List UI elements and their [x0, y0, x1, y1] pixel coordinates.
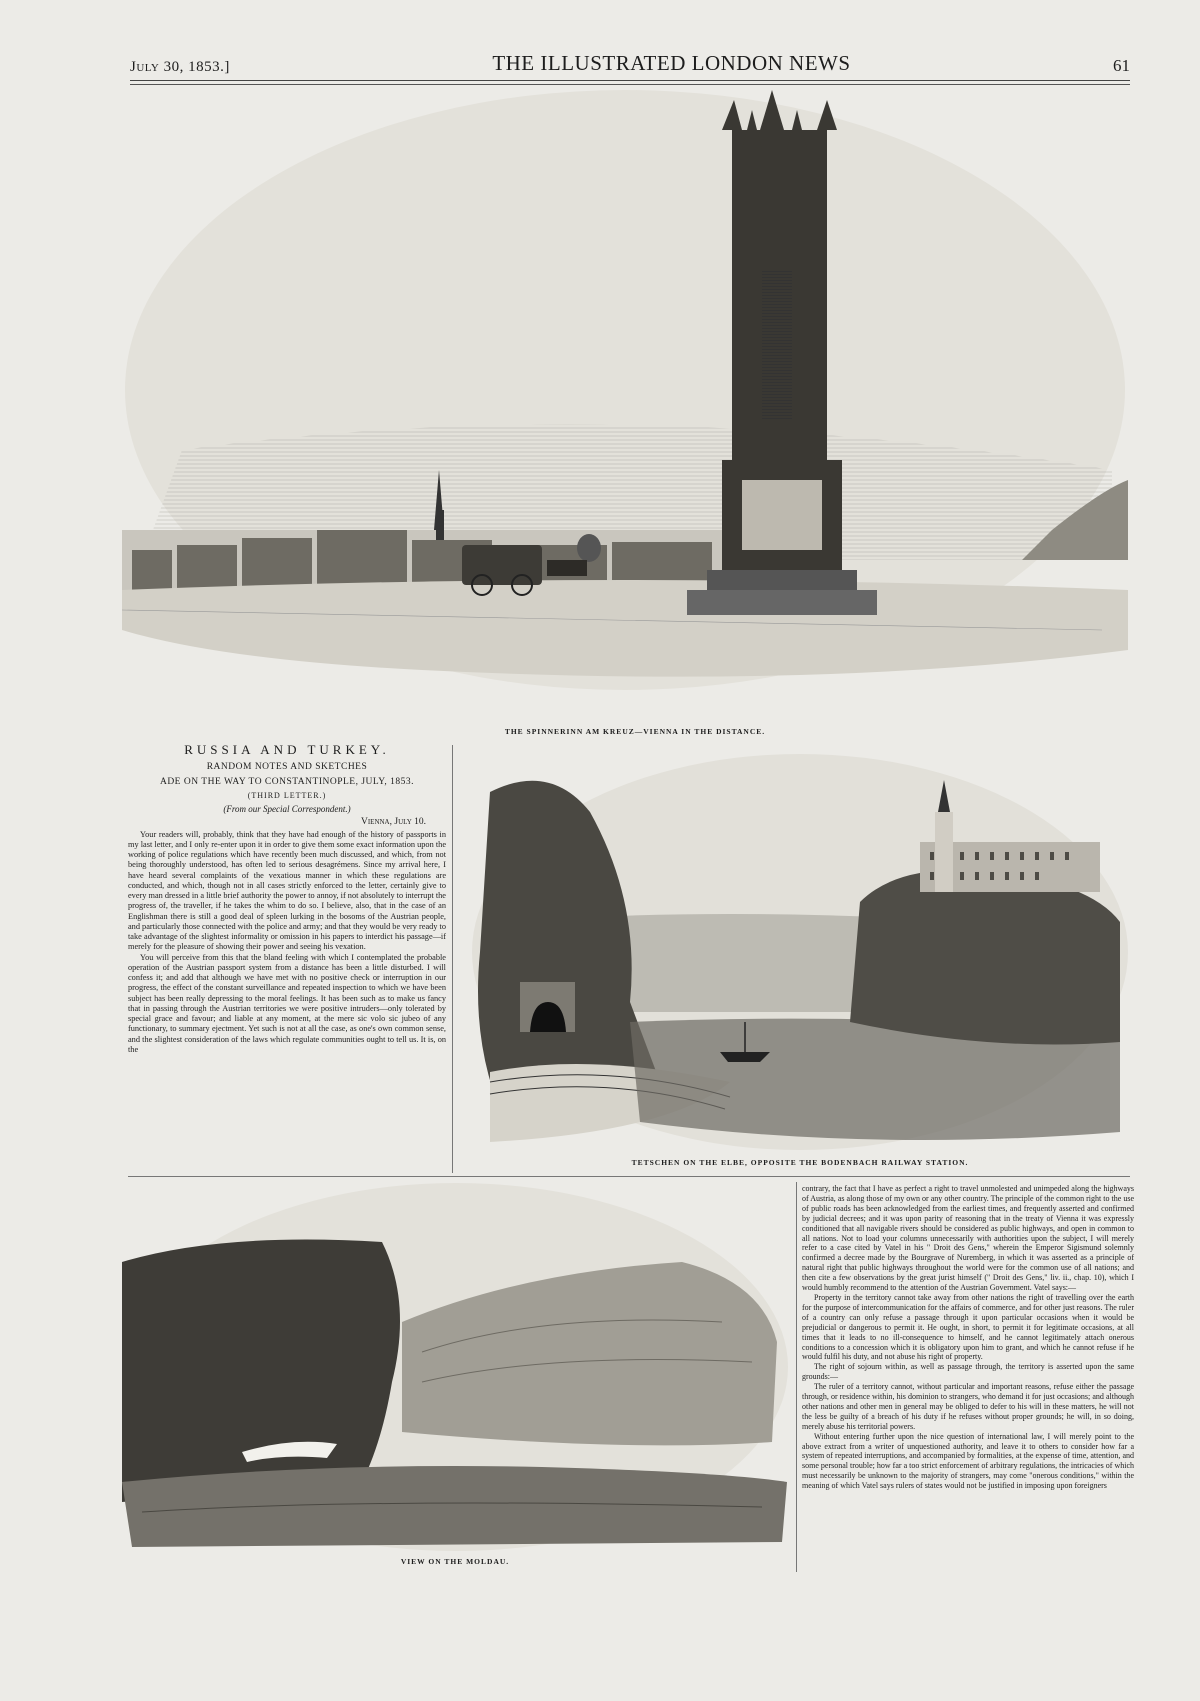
engraving-tetschen-art — [470, 752, 1130, 1152]
article-dateline: Vienna, July 10. — [360, 817, 426, 828]
paragraph: You will perceive from this that the bland feeling with which I contemplated the probable operation of the Austrian passport system from a distance has been a little disturbed. I will confess it; and add that although we have met with no positive check or interruption in our progress, the effect of the constant surveillance and repeated inspection to which we have been subject has been really depressing to the moral feelings. It has been such as to make us fancy that in passing through the Austrian territories we were positive intruders—only tolerated by special grace and favour; and liable at any moment, at the mere sic volo sic jubeo of any functionary, to summary ejectment. Yet such is not at all the case, as one's own common sense, and the slightest consideration of the laws which regulate communities ought to tell us. It is, on the — [128, 952, 446, 1054]
caption-tetschen: TETSCHEN ON THE ELBE, OPPOSITE THE BODENBACH RAILWAY STATION. — [631, 1158, 969, 1167]
caption-spinnerinn: THE SPINNERINN AM KREUZ—VIENNA IN THE DISTANCE. — [504, 727, 766, 736]
article-heading: RUSSIA AND TURKEY. — [184, 742, 390, 757]
paragraph: Your readers will, probably, think that they have had enough of the history of passports in my last letter, and I only re-enter upon it in order to give them some exact information upon the working of police regulations which have recently been much discussed, and which, from not being thoroughly understood, has often led to serious desagrémens. Since my arrival here, I have heard several complaints of the vexatious manner in which these regulations are conducted, and which, though not in all cases strictly enforced to the letter, certainly give to every man dressed in a little brief authority the power to annoy, if not absolutely to interrupt the progress of, the traveller, if he takes the whim to do so. I believe, also, that in the case of an Englishman there is still a good deal of spleen lurking in the bosoms of the Austrian people, and particularly those connected with the police and army; and that they would be very ready to take advantage of the slightest informality or omission in his papers to interdict his passage—if merely for the pleasure of showing their power and seeing his vexation. — [128, 829, 446, 952]
article-column-1 — [128, 742, 446, 1055]
paragraph: Without entering further upon the nice question of international law, I will merely point to the above extract from a writer of unquestioned authority, and leave it to others to consider how far a system of repeated interruptions, and accompanied by formalities, at the expense of time, attention, and some personal trouble; how far a too strict enforcement of arbitrary regulations, the intricacies of which must necessarily be unknown to the majority of strangers, may come "onerous conditions," within the meaning of which Vatel says rulers of states would not be justified in imposing upon foreigners — [802, 1431, 1134, 1491]
paragraph: contrary, the fact that I have as perfect a right to travel unmolested and unimpeded along the highways of Austria, as along those of my own or any other country. The principle of the common right to the use of public roads has been acknowledged from the earliest times, and frequently asserted and confirmed by judicial decrees; and it was upon parity of reasoning that in the treaty of Vienna it was expressly conditioned that all navigable rivers should be considered as public highways, and open in common to all nations. Not to load your columns unnecessarily with authorities upon the subject, I will merely refer to a case cited by Vatel in his " Droit des Gens," wherein the Emperor Sigismund solemnly confirmed a decree made by the Bourgrave of Nuremberg, in which it was asserted as a principle of natural right that public highways throughout the world were for the common use of all nations; and then cite a few observations by the great jurist himself (" Droit des Gens," liv. ii., chap. 10), which I would humbly recommend to the attention of the Austrian Government. Vatel says:— — [802, 1184, 1134, 1293]
engraving-spinnerinn — [122, 90, 1128, 712]
section-rule — [128, 1176, 1130, 1177]
article-byline: (From our Special Correspondent.) — [223, 804, 351, 814]
page-number: 61 — [1113, 56, 1130, 75]
engraving-spinnerinn-art — [122, 90, 1128, 712]
article-subheading-2: ADE ON THE WAY TO CONSTANTINOPLE, JULY, 1853. — [159, 776, 415, 787]
quotation: The ruler of a territory cannot, without particular and important reasons, refuse either the passage through, or residence within, his dominion to strangers, who demand it for just occasions; and although other nations and other men in general may be obliged to defer to his will in these matters, he will not the less be guilty of a breach of his duty if he refuses without proper grounds; he will, in so doing, merely abuse his territorial powers. — [802, 1382, 1134, 1431]
masthead — [130, 40, 1130, 81]
engraving-moldau-art — [122, 1182, 790, 1552]
issue-date: July 30, 1853.] — [130, 59, 230, 75]
paragraph: The right of sojourn within, as well as passage through, the territory is asserted upon the same grounds:— — [802, 1362, 1134, 1382]
caption-moldau: VIEW ON THE MOLDAU. — [400, 1557, 510, 1566]
engraving-moldau — [122, 1182, 790, 1552]
article-letter-number: (THIRD LETTER.) — [247, 790, 327, 800]
column-divider — [796, 1182, 797, 1572]
engraving-tetschen — [470, 752, 1130, 1152]
column-divider — [452, 745, 453, 1173]
masthead-rule — [130, 84, 1130, 85]
article-column-2 — [802, 1184, 1134, 1491]
quotation: Property in the territory cannot take away from other nations the right of travelling over the earth for the purpose of intercommunication for the affairs of commerce, and for other just reasons. The ruler of a country can only refuse a passage through it upon particular occasions when it would be prejudicial or dangerous to permit it. He ought, in short, to permit it for legitimate occasions, at all times that it leads to no ill-consequence to himself, and he cannot legitimately attach onerous conditions to a concession which it is obligatory upon him to grant, and which he cannot refuse if he would fulfil his duty, and not abuse his right of property. — [802, 1292, 1134, 1362]
newspaper-title: THE ILLUSTRATED LONDON NEWS — [492, 51, 851, 75]
article-subheading: RANDOM NOTES AND SKETCHES — [206, 762, 368, 773]
